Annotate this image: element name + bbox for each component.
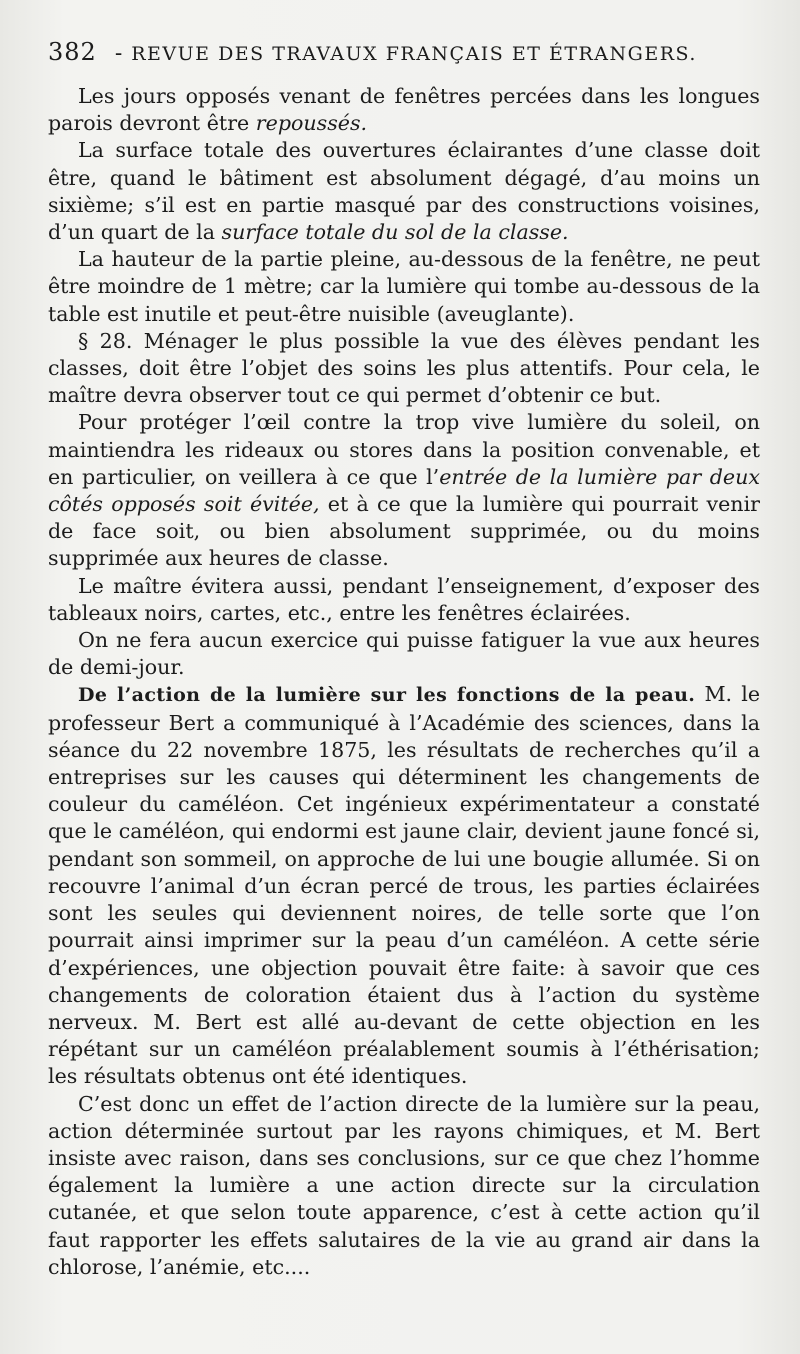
paragraph-8 xyxy=(48,681,760,1090)
paragraph-1-italic: repoussés. xyxy=(255,111,368,136)
paragraph-5-text-end: et à ce que la lumière qui pourrait venir de face soit, ou bien absolument supprimée, ou du moins supprimée aux heures de classe. xyxy=(48,492,760,571)
paragraph-3: La hauteur de la partie pleine, au-dessous de la fenêtre, ne peut être moindre de 1 mètre; car la lumière qui tombe au-dessous de la table est inutile et peut-être nuisible (aveuglante). xyxy=(48,247,760,326)
paragraph-6: Le maître évitera aussi, pendant l’enseignement, d’exposer des tableaux noirs, cartes, etc., entre les fenêtres éclairées. xyxy=(48,573,760,625)
page-number: 382 xyxy=(48,38,97,66)
body-text xyxy=(48,83,760,1281)
paragraph-2-italic: surface totale du sol de la classe. xyxy=(221,220,569,245)
paragraph-1-text: Les jours opposés venant de fenêtres percées dans les longues parois devront être xyxy=(48,84,760,136)
running-header xyxy=(48,38,760,66)
paragraph-5-italic: entrée de la lumière par deux côtés opposés soit évitée, xyxy=(48,464,760,517)
paragraph-2 xyxy=(48,137,760,246)
paragraph-5-text: Pour protéger l’œil contre la trop vive lumière du soleil, on maintiendra les rideaux ou stores dans la position convenable, et en particulier, on veillera à ce que l’ xyxy=(48,410,760,489)
paragraph-5 xyxy=(48,409,760,572)
paragraph-9: C’est donc un effet de l’action directe de la lumière sur la peau, action déterminée surtout par les rayons chimiques, et M. Bert insiste avec raison, dans ses conclusions, sur ce que chez l’homme également la lumière a une action directe sur la circulation cutanée, et que selon toute apparence, c’est à cette action qu’il faut rapporter les effets salutaires de la vie au grand air dans la chlorose, l’anémie, etc.... xyxy=(48,1091,760,1279)
paragraph-1 xyxy=(48,83,760,137)
running-title: REVUE DES TRAVAUX FRANÇAIS ET ÉTRANGERS. xyxy=(131,43,697,65)
header-dash: - xyxy=(114,41,124,66)
paragraph-2-text: La surface totale des ouvertures éclairantes d’une classe doit être, quand le bâtiment est absolument dégagé, d’au moins un sixième; s’il est en partie masqué par des constructions voisines, d’un quart de la xyxy=(48,138,760,245)
section-title: De l’action de la lumière sur les fonctions de la peau. xyxy=(78,684,696,707)
paragraph-4: § 28. Ménager le plus possible la vue des élèves pendant les classes, doit être l’objet des soins les plus attentifs. Pour cela, le maître devra observer tout ce qui permet d’obtenir ce but. xyxy=(48,328,760,408)
paragraph-8-text: M. le professeur Bert a communiqué à l’Académie des sciences, dans la séance du 22 novembre 1875, les résultats de recherches qu’il a entreprises sur les causes qui déterminent les changements de couleur du caméléon. Cet ingénieux expérimentateur a constaté que le caméléon, qui endormi est jaune clair, devient jaune foncé si, pendant son sommeil, on approche de lui une bougie allumée. Si on recouvre l’animal d’un écran percé de trous, les parties éclairées sont les seules qui deviennent noires, de telle sorte que l’on pourrait ainsi imprimer sur la peau d’un caméléon. A cette série d’expériences, une objection pouvait être faite: à savoir que ces changements de coloration étaient dus à l’action du système nerveux. M. Bert est allé au-devant de cette objection en les répétant sur un caméléon préalablement soumis à l’éthérisation; les résultats obtenus ont été identiques. xyxy=(48,682,761,1089)
paragraph-7: On ne fera aucun exercice qui puisse fatiguer la vue aux heures de demi-jour. xyxy=(48,628,760,680)
